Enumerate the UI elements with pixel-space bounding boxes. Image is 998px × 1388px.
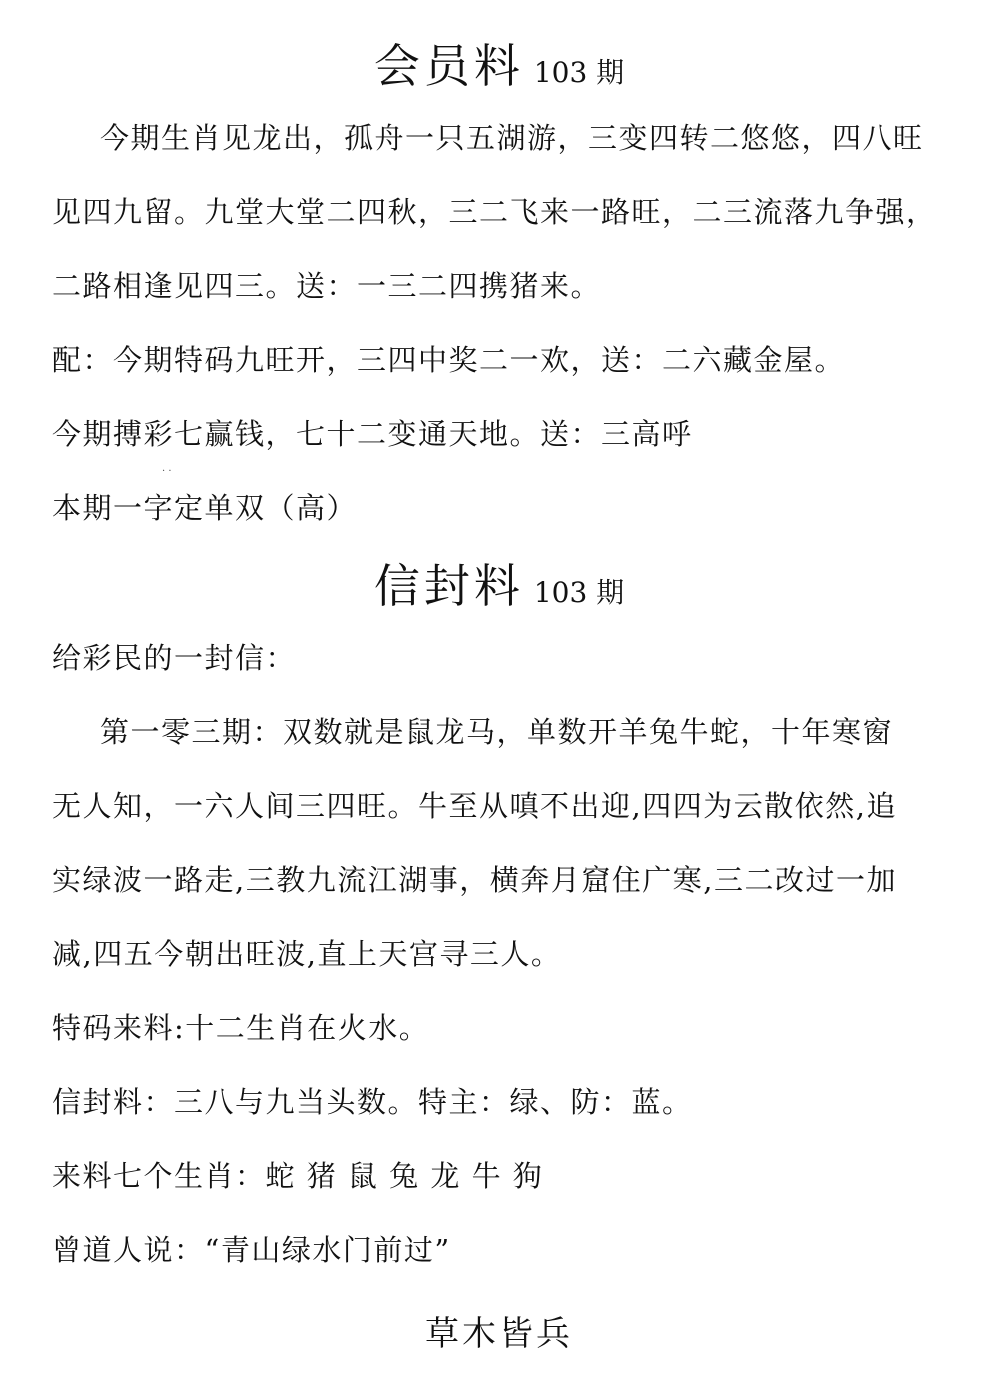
section2-line-3: 无人知，一六人间三四旺。牛至从嗔不出迎,四四为云散依然,追 bbox=[52, 789, 897, 823]
section1-line-1: 今期生肖见龙出，孤舟一只五湖游，三变四转二悠悠，四八旺 bbox=[100, 121, 924, 155]
section2-line-8: 来料七个生肖：蛇 猪 鼠 兔 龙 牛 狗 bbox=[52, 1159, 544, 1193]
section1-line-3: 二路相逢见四三。送：一三二四携猪来。 bbox=[52, 269, 602, 303]
section2-line-5: 减,四五今朝出旺波,直上天宫寻三人。 bbox=[52, 937, 562, 971]
section2-line-9: 曾道人说：“青山绿水门前过” bbox=[52, 1233, 451, 1267]
section2-title: 信封料 bbox=[373, 559, 524, 613]
ink-specks: · · bbox=[162, 466, 172, 477]
section2-line-7: 信封料：三八与九当头数。特主：绿、防：蓝。 bbox=[52, 1085, 693, 1119]
section2-line-1: 给彩民的一封信： bbox=[52, 641, 297, 675]
footer-title: 草木皆兵 bbox=[425, 1314, 573, 1354]
section1-issue: 103 期 bbox=[533, 56, 625, 89]
section1-line-4: 配：今期特码九旺开，三四中奖二一欢，送：二六藏金屋。 bbox=[52, 343, 846, 377]
section2-heading bbox=[0, 550, 998, 616]
section1-title: 会员料 bbox=[373, 39, 524, 93]
section1-line-6: 本期一字定单双（高） bbox=[52, 491, 358, 525]
section1-heading bbox=[0, 30, 998, 96]
section2-line-2: 第一零三期：双数就是鼠龙马，单数开羊兔牛蛇，十年寒窗 bbox=[100, 715, 894, 749]
section2-issue: 103 期 bbox=[533, 576, 625, 609]
section1-line-5: 今期搏彩七赢钱，七十二变通天地。送：三高呼 bbox=[52, 417, 693, 451]
section2-line-6: 特码来料:十二生肖在火水。 bbox=[52, 1011, 430, 1045]
section1-line-2: 见四九留。九堂大堂二四秋，三二飞来一路旺，二三流落九争强， bbox=[52, 195, 937, 229]
section2-line-4: 实绿波一路走,三教九流江湖事，横奔月窟住广寒,三二改过一加 bbox=[52, 863, 897, 897]
